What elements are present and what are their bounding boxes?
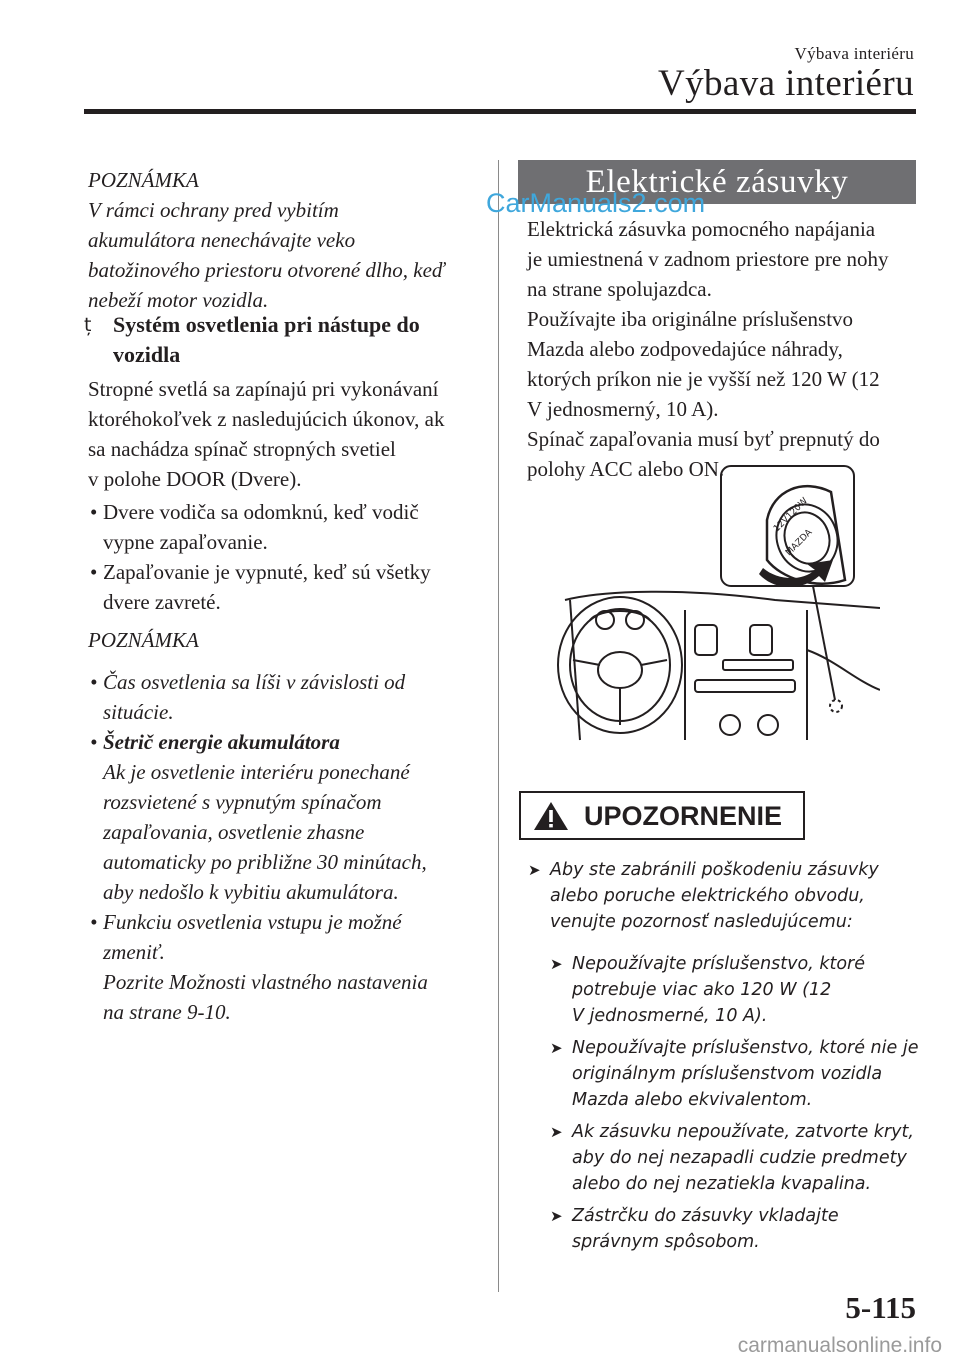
body-line: ktorých príkon nie je vyšší než 120 W (12 <box>527 367 880 391</box>
bullet-icon: • <box>90 500 98 524</box>
arrow-icon: ➤ <box>550 1207 563 1225</box>
warning-line: Aby ste zabránili poškodeniu zásuvky <box>550 860 879 880</box>
list-item-line: Pozrite Možnosti vlastného nastavenia <box>103 970 428 994</box>
list-item-line: zmeniť. <box>103 940 165 964</box>
body-line: Mazda alebo zodpovedajúce náhrady, <box>527 337 843 361</box>
warning-line: správnym spôsobom. <box>572 1232 760 1252</box>
list-item-line: aby nedošlo k vybitiu akumulátora. <box>103 880 399 904</box>
note-line: V rámci ochrany pred vybitím <box>88 198 339 222</box>
list-item-line: vypne zapaľovanie. <box>103 530 268 554</box>
list-item-line: Funkciu osvetlenia vstupu je možné <box>103 910 402 934</box>
warning-line: Nepoužívajte príslušenstvo, ktoré <box>572 954 865 974</box>
warning-line: potrebuje viac ako 120 W (12 <box>572 980 832 1000</box>
watermark-text: CarManuals2.com <box>486 188 706 218</box>
header-rule <box>84 109 916 114</box>
list-item <box>88 907 480 1027</box>
body-line: Spínač zapaľovania musí byť prepnutý do <box>527 427 880 451</box>
warning-line: Nepoužívajte príslušenstvo, ktoré nie je <box>572 1038 919 1058</box>
arrow-icon: ➤ <box>550 955 563 973</box>
warning-sublist <box>550 951 925 1255</box>
warning-line: Zástrčku do zásuvky vkladajte <box>572 1206 839 1226</box>
body-line: polohy ACC alebo ON. <box>527 457 725 481</box>
warning-line: V jednosmerné, 10 A). <box>572 1006 768 1026</box>
list-item-line: rozsvietené s vypnutým spínačom <box>103 790 382 814</box>
note-line: akumulátora nenechávajte veko <box>88 228 356 252</box>
section-heading-line: vozidla <box>113 342 181 367</box>
section-heading-line: Systém osvetlenia pri nástupe do <box>113 312 420 337</box>
list-item <box>88 497 480 557</box>
note-title: POZNÁMKA <box>88 168 199 192</box>
arrow-icon: ➤ <box>550 1123 563 1141</box>
warning-label: UPOZORNENIE <box>584 801 783 831</box>
body-line: v polohe DOOR (Dvere). <box>88 467 302 491</box>
socket-brand-label: MAZDA <box>784 527 815 559</box>
body-line: je umiestnená v zadnom priestore pre nohy <box>527 247 889 271</box>
list-item <box>88 557 480 617</box>
note-line: nebeží motor vozidla. <box>88 288 269 312</box>
arrow-icon: ➤ <box>528 861 541 879</box>
section-marker: ț <box>84 314 92 336</box>
note-title-2: POZNÁMKA <box>88 628 199 652</box>
body-line: sa nachádza spínač stropných svetiel <box>88 437 396 461</box>
page-number: 5-115 <box>845 1290 916 1325</box>
list-item-line: Ak je osvetlenie interiéru ponechané <box>103 760 410 784</box>
bullet-icon: • <box>90 910 98 934</box>
body-line: V jednosmerný, 10 A). <box>527 397 719 421</box>
note-line: batožinového priestoru otvorené dlho, keď <box>88 258 445 282</box>
section-title: Elektrické zásuvky <box>585 164 849 200</box>
list-item-line: Dvere vodiča sa odomknú, keď vodič <box>103 500 419 524</box>
list-item <box>550 1203 925 1255</box>
section-heading <box>113 310 483 370</box>
body-line: Elektrická zásuvka pomocného napájania <box>527 217 876 241</box>
warning-line: originálnym príslušenstvom vozidla <box>572 1064 883 1084</box>
list-item-line: na strane 9-10. <box>103 1000 231 1024</box>
body-line: ktoréhokoľvek z nasledujúcich úkonov, ak <box>88 407 445 431</box>
bullet-icon: • <box>90 670 98 694</box>
running-header: Výbava interiéru <box>794 44 914 63</box>
bullet-list <box>88 497 480 617</box>
socket-label: 12V120W <box>772 496 811 535</box>
list-item <box>550 951 925 1029</box>
list-item-line: Zapaľovanie je vypnuté, keď sú všetky <box>103 560 431 584</box>
body-line: Stropné svetlá sa zapínajú pri vykonávaní <box>88 377 439 401</box>
list-item-line: automaticky po približne 30 minútach, <box>103 850 427 874</box>
column-divider <box>498 160 499 1292</box>
warning-list <box>528 857 923 935</box>
list-item <box>550 1119 925 1197</box>
dashboard-socket-illustration <box>545 460 880 750</box>
warning-line: Mazda alebo ekvivalentom. <box>572 1090 813 1110</box>
list-item <box>88 727 480 907</box>
note-block-1 <box>88 165 480 315</box>
warning-line: alebo poruche elektrického obvodu, <box>550 886 865 906</box>
bullet-icon: • <box>90 730 98 754</box>
chapter-title: Výbava interiéru <box>657 63 914 104</box>
list-item-line: situácie. <box>103 700 174 724</box>
warning-triangle-icon <box>533 801 569 831</box>
list-item-line: zapaľovania, osvetlenie zhasne <box>103 820 365 844</box>
body-line: Používajte iba originálne príslušenstvo <box>527 307 854 331</box>
list-item-line: Čas osvetlenia sa líši v závislosti od <box>103 670 406 694</box>
body-line: na strane spolujazdca. <box>527 277 712 301</box>
note-block-2 <box>88 667 480 1027</box>
arrow-icon: ➤ <box>550 1039 563 1057</box>
footer-site-link[interactable]: carmanualsonline.info <box>737 1334 942 1357</box>
list-item-line: dvere zavreté. <box>103 590 221 614</box>
right-body <box>527 214 919 484</box>
warning-intro <box>528 857 923 935</box>
warning-line: alebo do nej nezatiekla kvapalina. <box>572 1174 872 1194</box>
list-item-heading: Šetrič energie akumulátora <box>103 730 340 754</box>
list-item <box>88 667 480 727</box>
warning-line: Ak zásuvku nepoužívate, zatvorte kryt, <box>572 1122 914 1142</box>
warning-line: venujte pozornosť nasledujúcemu: <box>550 912 853 932</box>
warning-line: aby do nej nezapadli cudzie predmety <box>572 1148 907 1168</box>
bullet-icon: • <box>90 560 98 584</box>
list-item <box>550 1035 925 1113</box>
section-body <box>88 374 480 494</box>
